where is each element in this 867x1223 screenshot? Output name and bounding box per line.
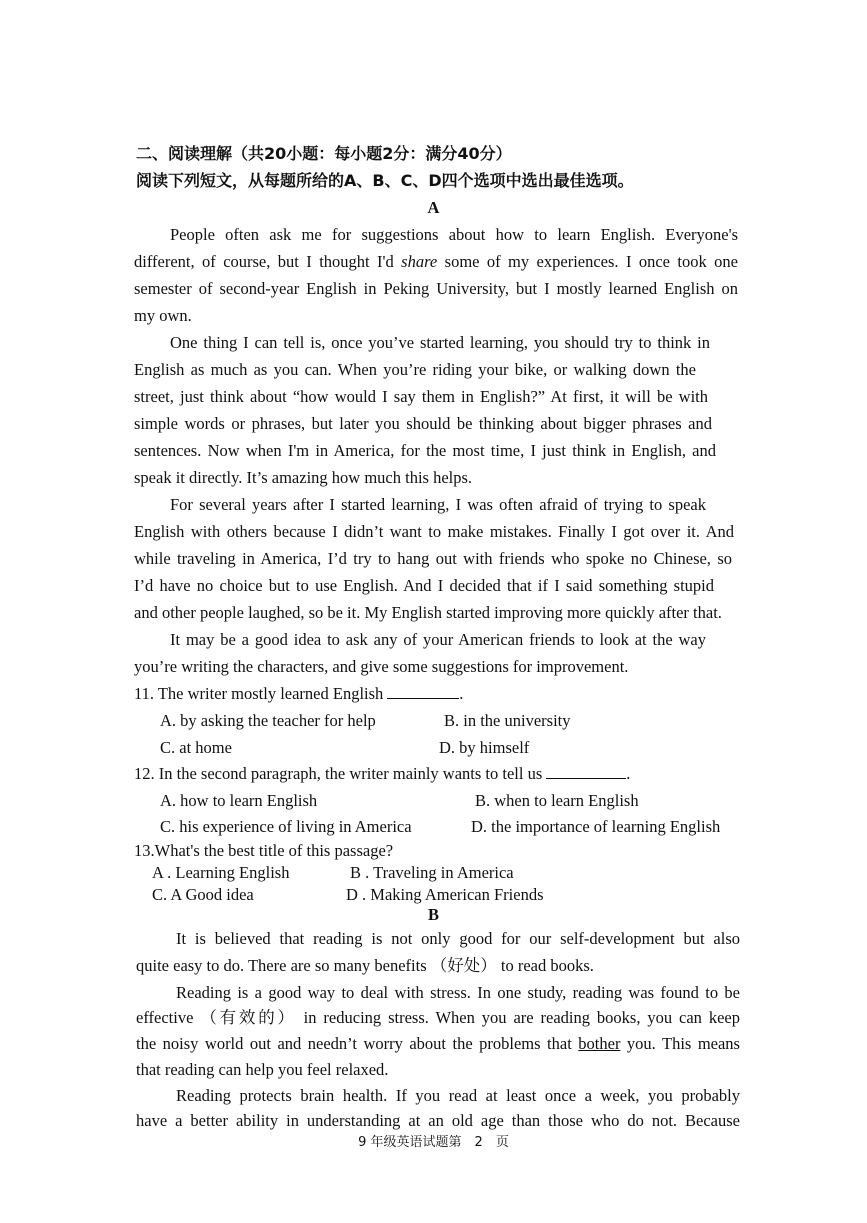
passage-b-p3-line1: Reading protects brain health. If you read at least once a week, you probably — [176, 1086, 740, 1105]
passage-a-p2-line4: simple words or phrases, but later you should be thinking about bigger phrases and — [134, 414, 712, 433]
answer-blank — [387, 684, 459, 699]
passage-b-p2-line1: Reading is a good way to deal with stress. In one study, reading was found to be — [176, 983, 740, 1002]
question-13: 13.What's the best title of this passage? — [134, 841, 394, 860]
q13-option-a: A . Learning English — [152, 863, 290, 882]
passage-a-p2-line6: speak it directly. It’s amazing how much this helps. — [134, 468, 473, 487]
passage-b-p2-line2: effective （有效的） in reducing stress. When you are reading books, you can keep — [136, 1008, 740, 1027]
passage-a-p1-line2: different, of course, but I thought I'd share some of my experiences. I once took one — [134, 252, 738, 271]
passage-b-p1-line1: It is believed that reading is not only good for our self-development but also — [176, 929, 740, 948]
passage-b-p2-line4: that reading can help you feel relaxed. — [136, 1060, 389, 1079]
question-11: 11. The writer mostly learned English . — [134, 684, 464, 703]
passage-a-p4-line2: you’re writing the characters, and give some suggestions for improvement. — [134, 657, 629, 676]
passage-a-p3-line3: while traveling in America, I’d try to hang out with friends who spoke no Chinese, so — [134, 549, 732, 568]
section-instruction: 阅读下列短文，从每题所给的A、B、C、D四个选项中选出最佳选项。 — [136, 171, 634, 190]
q12-option-b: B. when to learn English — [475, 791, 639, 810]
question-12: 12. In the second paragraph, the writer mainly wants to tell us . — [134, 764, 631, 783]
passage-b-p1-line2: quite easy to do. There are so many benefits （好处） to read books. — [136, 956, 594, 975]
q11-option-d: D. by himself — [439, 738, 530, 757]
passage-a-p3-line5: and other people laughed, so be it. My English started improving more quickly after that. — [134, 603, 722, 622]
share-word: share — [401, 252, 438, 271]
bother-word: bother — [578, 1034, 621, 1053]
q11-option-a: A. by asking the teacher for help — [160, 711, 376, 730]
answer-blank — [546, 764, 626, 779]
q13-option-b: B . Traveling in America — [350, 863, 514, 882]
q11-option-c: C. at home — [160, 738, 232, 757]
passage-a-p3-line1: For several years after I started learning, I was often afraid of trying to speak — [170, 495, 706, 514]
passage-a-p1-line4: my own. — [134, 306, 192, 325]
passage-a-p1-line3: semester of second-year English in Peking University, but I mostly learned English on — [134, 279, 738, 298]
passage-a-p1-line1: People often ask me for suggestions about how to learn English. Everyone's — [170, 225, 738, 244]
passage-a-p3-line4: I’d have no choice but to use English. And I decided that if I said something stupid — [134, 576, 714, 595]
page-footer: 9 年级英语试题第 2 页 — [358, 1135, 509, 1150]
passage-a-p2-line2: English as much as you can. When you’re riding your bike, or walking down the — [134, 360, 696, 379]
passage-b-p3-line2: have a better ability in understanding at an old age than those who do not. Because — [136, 1111, 740, 1130]
passage-b-label: B — [427, 905, 439, 924]
passage-a-p3-line2: English with others because I didn’t want to make mistakes. Finally I got over it. And — [134, 522, 734, 541]
q12-option-d: D. the importance of learning English — [471, 817, 721, 836]
section-title: 二、阅读理解（共20小题：每小题2分：满分40分） — [136, 144, 512, 163]
passage-a-p2-line1: One thing I can tell is, once you’ve started learning, you should try to think in — [170, 333, 710, 352]
q12-option-c: C. his experience of living in America — [160, 817, 412, 836]
q13-option-c: C. A Good idea — [152, 885, 254, 904]
passage-a-p2-line3: street, just think about “how would I say them in English?” At first, it will be with — [134, 387, 708, 406]
passage-a-label: A — [427, 198, 440, 217]
passage-a-p4-line1: It may be a good idea to ask any of your American friends to look at the way — [170, 630, 706, 649]
q11-option-b: B. in the university — [444, 711, 571, 730]
passage-a-p2-line5: sentences. Now when I'm in America, for the most time, I just think in English, and — [134, 441, 716, 460]
q13-option-d: D . Making American Friends — [346, 885, 544, 904]
passage-b-p2-line3: the noisy world out and needn’t worry about the problems that bother you. This means — [136, 1034, 740, 1053]
q12-option-a: A. how to learn English — [160, 791, 318, 810]
